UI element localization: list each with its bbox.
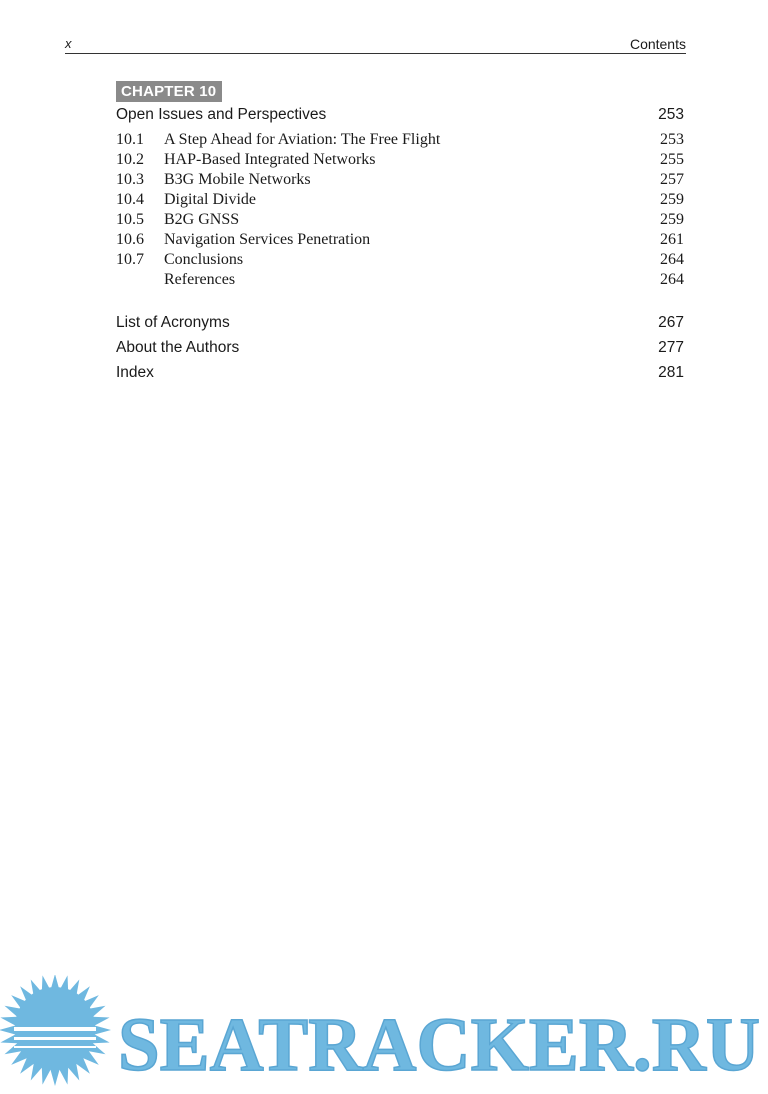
watermark [0,975,768,1094]
back-matter-page: 267 [658,314,684,331]
toc-section-row[interactable] [116,190,684,210]
section-page: 259 [660,191,684,208]
section-title: References [164,271,236,288]
toc-section-row[interactable] [116,230,684,250]
section-number: 10.4 [116,191,144,208]
section-number: 10.3 [116,171,144,188]
back-matter-title: List of Acronyms [116,314,230,331]
section-number: 10.7 [116,251,144,268]
chapter-badge: CHAPTER 10 [116,81,222,102]
section-page: 264 [660,251,684,268]
section-page: 257 [660,171,684,188]
page-number: x [65,36,72,51]
toc-section-row[interactable] [116,130,684,150]
running-header: Contents [629,36,686,52]
section-page: 259 [660,211,684,228]
chapter-title: Open Issues and Perspectives [116,106,327,123]
toc-section-row[interactable] [116,170,684,190]
section-title: B2G GNSS [164,211,240,228]
back-matter-title: Index [116,364,154,381]
toc-section-row[interactable] [116,150,684,170]
section-page: 255 [660,151,684,168]
back-matter-page: 277 [658,339,684,356]
section-page: 264 [660,271,684,288]
watermark-text: SEATRACKER.RU [118,1003,760,1087]
section-number: 10.6 [116,231,144,248]
chapter-title-row[interactable] [116,105,684,125]
section-title: Conclusions [164,251,244,268]
section-page: 253 [660,131,684,148]
toc-section-row[interactable] [116,210,684,230]
section-title: A Step Ahead for Aviation: The Free Flight [164,131,441,148]
toc-section-row[interactable] [116,270,684,290]
section-number: 10.2 [116,151,144,168]
back-matter-row[interactable] [116,338,684,358]
back-matter-title: About the Authors [116,339,240,356]
section-title: Navigation Services Penetration [164,231,371,248]
back-matter-row[interactable] [116,313,684,333]
section-title: Digital Divide [164,191,256,208]
section-page: 261 [660,231,684,248]
back-matter-row[interactable] [116,363,684,383]
chapter-page: 253 [658,106,684,123]
section-number: 10.5 [116,211,144,228]
section-title: HAP-Based Integrated Networks [164,151,376,168]
sun-logo-icon [0,975,111,1086]
section-number: 10.1 [116,131,144,148]
back-matter-page: 281 [658,364,684,381]
header-rule [65,53,686,54]
section-title: B3G Mobile Networks [164,171,311,188]
toc-section-row[interactable] [116,250,684,270]
